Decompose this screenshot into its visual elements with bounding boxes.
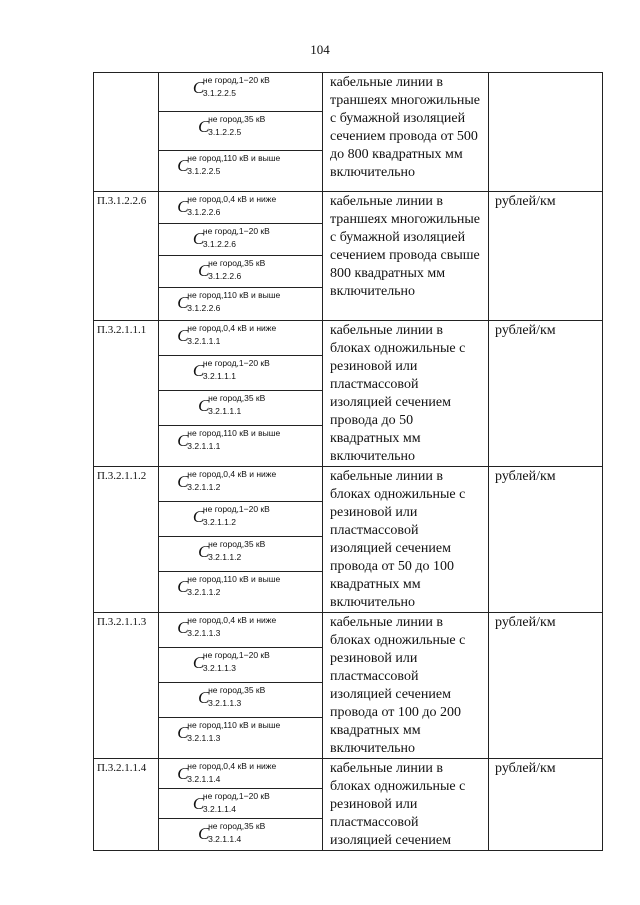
symbol-subscript: 3.2.1.1.2 [187,587,221,597]
symbol-superscript: не город,1−20 кВ [202,75,270,85]
symbol-superscript: не город,110 кВ и выше [187,720,281,730]
symbol-subscript: 3.1.2.2.6 [187,207,221,217]
item-code [94,73,159,192]
symbol-letter: C [192,229,205,248]
rate-symbol [159,759,322,789]
description: кабельные линии в траншеях многожильные с бумажной изоляцией сечением провода свыше 800 квадратных мм включительно [323,192,489,321]
rate-symbol [159,73,322,112]
symbol-superscript: не город,110 кВ и выше [187,153,281,163]
symbol-subscript: 3.2.1.1.3 [208,698,242,708]
symbol-subscript: 3.2.1.1.4 [202,804,236,814]
description: кабельные линии в блоках одножильные с резиновой или пластмассовой изоляцией сечением провода от 100 до 200 квадратных мм включительно [323,613,489,759]
table-row [94,321,603,467]
rate-symbol [159,321,322,356]
symbol-subscript: 3.1.2.2.5 [187,166,221,176]
symbol-subscript: 3.1.2.2.5 [208,127,242,137]
symbol-subscript: 3.2.1.1.2 [202,517,236,527]
symbol-letter: C [177,764,189,783]
symbol-cell [159,759,323,851]
symbol-superscript: не город,0,4 кВ и ниже [187,194,277,204]
symbol-superscript: не город,35 кВ [208,821,266,831]
symbol-superscript: не город,35 кВ [208,258,266,268]
symbol-superscript: не город,1−20 кВ [202,791,270,801]
item-code: П.3.1.2.2.6 [94,192,159,321]
symbol-subscript: 3.1.2.2.6 [202,239,236,249]
description: кабельные линии в траншеях многожильные с бумажной изоляцией сечением провода от 500 до 800 квадратных мм включительно [323,73,489,192]
unit: рублей/км [489,613,603,759]
symbol-letter: C [198,688,210,707]
symbol-cell [159,467,323,613]
unit [489,73,603,192]
symbol-superscript: не город,0,4 кВ и ниже [187,469,277,479]
symbol-subscript: 3.2.1.1.1 [187,336,221,346]
symbol-superscript: не город,35 кВ [208,685,266,695]
symbol-cell [159,73,323,192]
symbol-letter: C [177,472,189,491]
symbol-subscript: 3.1.2.2.5 [202,88,236,98]
symbol-letter: C [198,824,210,843]
rate-symbol [159,718,322,753]
table-row [94,73,603,192]
symbol-superscript: не город,0,4 кВ и ниже [187,761,277,771]
symbol-subscript: 3.2.1.1.2 [208,552,242,562]
item-code: П.3.2.1.1.1 [94,321,159,467]
symbol-superscript: не город,1−20 кВ [202,226,270,236]
item-code: П.3.2.1.1.2 [94,467,159,613]
symbol-cell [159,321,323,467]
tariff-table [93,72,603,851]
symbol-superscript: не город,110 кВ и выше [187,428,281,438]
symbol-letter: C [198,117,210,136]
rate-symbol [159,683,322,718]
rate-symbol [159,288,322,320]
symbol-superscript: не город,35 кВ [208,393,266,403]
rate-symbol [159,819,322,849]
symbol-letter: C [177,326,189,345]
unit: рублей/км [489,321,603,467]
symbol-letter: C [177,197,189,216]
symbol-letter: C [177,723,189,742]
description: кабельные линии в блоках одножильные с резиновой или пластмассовой изоляцией сечением провода от 50 до 100 квадратных мм включительно [323,467,489,613]
symbol-letter: C [198,261,210,280]
rate-symbol [159,391,322,426]
symbol-letter: C [177,431,189,450]
unit: рублей/км [489,192,603,321]
symbol-cell [159,192,323,321]
symbol-superscript: не город,1−20 кВ [202,358,270,368]
rate-symbol [159,426,322,461]
rate-symbol [159,789,322,819]
table-row [94,759,603,851]
symbol-subscript: 3.2.1.1.2 [187,482,221,492]
symbol-letter: C [192,361,205,380]
symbol-superscript: не город,1−20 кВ [202,504,270,514]
rate-symbol [159,256,322,288]
rate-symbol [159,537,322,572]
page-number: 104 [310,42,330,57]
rate-symbol [159,502,322,537]
symbol-superscript: не город,35 кВ [208,539,266,549]
symbol-subscript: 3.2.1.1.3 [187,628,221,638]
symbol-letter: C [198,396,210,415]
rate-symbol [159,151,322,191]
rate-symbol [159,467,322,502]
rate-symbol [159,572,322,607]
symbol-superscript: не город,1−20 кВ [202,650,270,660]
rate-symbol [159,613,322,648]
symbol-superscript: не город,35 кВ [208,114,266,124]
symbol-superscript: не город,110 кВ и выше [187,574,281,584]
item-code: П.3.2.1.1.4 [94,759,159,851]
symbol-letter: C [177,618,189,637]
symbol-superscript: не город,110 кВ и выше [187,290,281,300]
symbol-subscript: 3.2.1.1.1 [187,441,221,451]
symbol-subscript: 3.2.1.1.1 [208,406,242,416]
symbol-letter: C [192,78,205,97]
symbol-subscript: 3.2.1.1.4 [208,834,242,844]
description: кабельные линии в блоках одножильные с резиновой или пластмассовой изоляцией сечением [323,759,489,851]
symbol-subscript: 3.2.1.1.3 [202,663,236,673]
symbol-superscript: не город,0,4 кВ и ниже [187,615,277,625]
table-row [94,467,603,613]
rate-symbol [159,648,322,683]
rate-symbol [159,112,322,151]
symbol-subscript: 3.1.2.2.6 [187,303,221,313]
rate-symbol [159,356,322,391]
symbol-subscript: 3.2.1.1.1 [202,371,236,381]
symbol-letter: C [177,293,189,312]
symbol-subscript: 3.2.1.1.3 [187,733,221,743]
rate-symbol [159,224,322,256]
symbol-letter: C [177,156,189,175]
rate-symbol [159,192,322,224]
description: кабельные линии в блоках одножильные с резиновой или пластмассовой изоляцией сечением провода до 50 квадратных мм включительно [323,321,489,467]
symbol-superscript: не город,0,4 кВ и ниже [187,323,277,333]
unit: рублей/км [489,759,603,851]
unit: рублей/км [489,467,603,613]
symbol-letter: C [192,794,205,813]
symbol-letter: C [192,507,205,526]
symbol-cell [159,613,323,759]
table-row [94,613,603,759]
item-code: П.3.2.1.1.3 [94,613,159,759]
symbol-letter: C [177,577,189,596]
symbol-subscript: 3.1.2.2.6 [208,271,242,281]
symbol-letter: C [198,542,210,561]
table-row [94,192,603,321]
symbol-letter: C [192,653,205,672]
symbol-subscript: 3.2.1.1.4 [187,774,221,784]
